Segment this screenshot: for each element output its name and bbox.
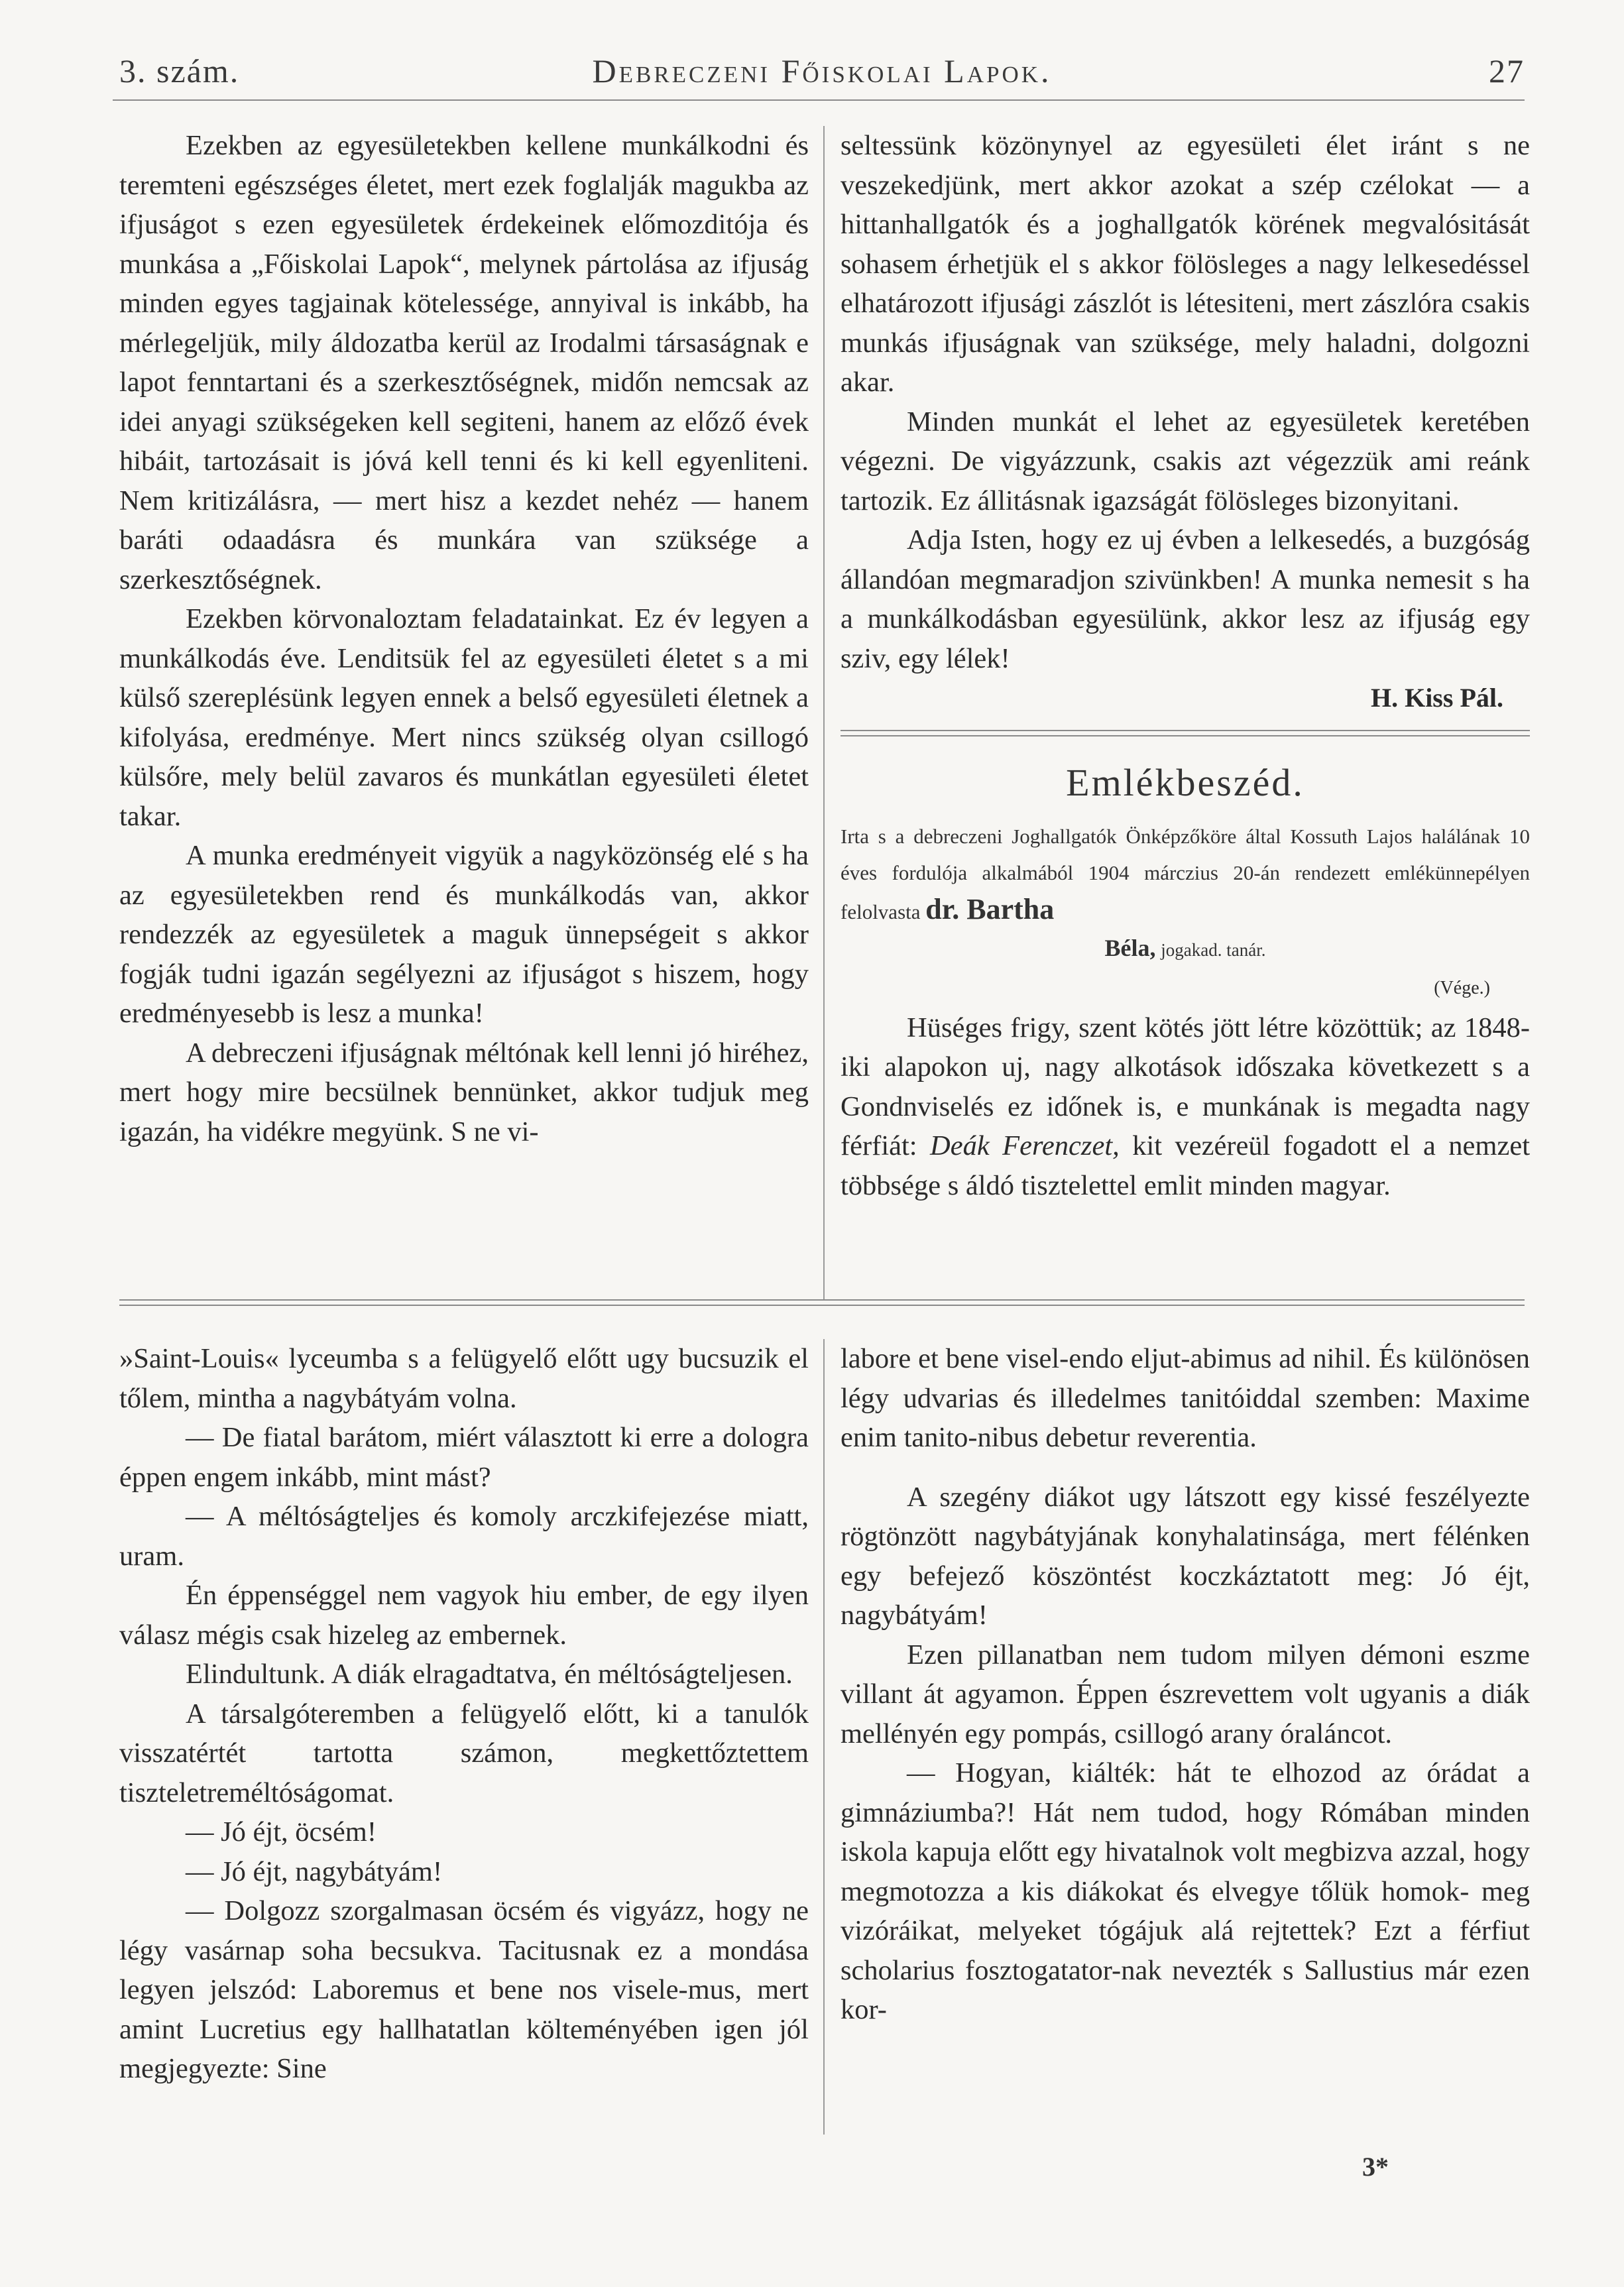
top-left-column — [119, 126, 809, 1151]
paragraph: Minden munkát el lehet az egyesületek keretében végezni. De vigyázzunk, csakis azt végezzük ami reánk tartozik. Ez állitásnak igazságát fölösleges bizonyitani. — [841, 406, 1530, 516]
journal-title: Debreczeni Főiskolai Lapok. — [592, 52, 1052, 89]
bottom-right-column — [841, 1339, 1530, 2030]
paragraph: — Jó éjt, nagybátyám! — [186, 1855, 443, 1887]
paragraph: Elindultunk. A diák elragadtatva, én méltóságteljesen. — [186, 1659, 793, 1690]
speech-highlight-name: Deák Ferenczet, — [930, 1130, 1120, 1161]
paragraph: labore et bene visel-endo eljut-abimus ad nihil. És különösen légy udvarias és illedelmes tanitóiddal szemben: Maxime enim tanito-nibus debetur reverentia. — [841, 1343, 1530, 1453]
column-divider-top — [823, 126, 825, 1299]
paragraph: Én éppenséggel nem vagyok hiu ember, de egy ilyen válasz mégis csak hizeleg az embernek. — [119, 1580, 809, 1651]
column-divider-bottom — [823, 1339, 825, 2135]
paragraph: Ezekben körvonaloztam feladatainkat. Ez év legyen a munkálkodás éve. Lenditsük fel az egyesületi életet s a mi külső szereplésünk legyen ennek a belső egyesületi életnek a kifolyása, eredménye. Mert nincs szükség olyan csillogó külsőre, mely belül zavaros és munkátlan egyesületi életet takar. — [119, 603, 809, 832]
page-number: 27 — [1489, 52, 1525, 89]
author-signature: H. Kiss Pál. — [1370, 683, 1503, 713]
byline-text: Irta s a debreczeni Joghallgatók Önképzőköre által Kossuth Lajos halálának 10 éves fordulója alkalmából 1904 márczius 20-án rendezett emlékünnepélyen felolvasta — [841, 825, 1530, 923]
paragraph: — Dolgozz szorgalmasan öcsém és vigyázz, hogy ne légy vasárnap soha becsukva. Tacitusnak ez a mondása legyen jelszód: Laboremus et bene nos visele-mus, mert amint Lucretius egy hallhatatlan költeményében igen jól megjegyezte: Sine — [119, 1895, 809, 2084]
issue-number: 3. szám. — [119, 52, 240, 89]
section-byline — [841, 818, 1530, 968]
paragraph — [841, 1008, 1530, 1206]
section-divider — [119, 1299, 1525, 1301]
signature-mark: 3* — [1362, 2152, 1389, 2182]
speech-text: Hüséges frigy, szent kötés jött létre közöttük; az 1848-iki alapokon uj, nagy alkotások időszaka következett s a Gondnviselés ez időnek is, e munkának is megadta nagy férfiát: — [841, 1012, 1530, 1161]
bottom-left-column — [119, 1339, 809, 2089]
page-header — [119, 52, 1525, 91]
section-rule — [841, 730, 1530, 731]
byline-author-name: dr. Bartha — [925, 893, 1055, 925]
paragraph: A társalgóteremben a felügyelő előtt, ki a tanulók visszatértét tartotta számon, megkettőztettem tiszteletreméltóságomat. — [119, 1698, 809, 1808]
paragraph: A debreczeni ifjuságnak méltónak kell lenni jó hiréhez, mert hogy mire becsülnek bennünket, akkor tudjuk meg igazán, ha vidékre megyünk. S ne vi- — [119, 1037, 809, 1147]
paragraph: seltessünk közönynyel az egyesületi élet iránt s ne veszekedjünk, mert akkor azokat a szép czélokat — a hittanhallgatók és a joghallgatók körének megvalósitását sohasem érhetjük el s akkor fölösleges a nagy lelkesedéssel elhatározott ifjusági zászlót is létesiteni, mert zászlóra csakis munkás ifjuságnak van szüksége, mely haladni, dolgozni akar. — [841, 130, 1530, 398]
paragraph: A munka eredményeit vigyük a nagyközönség elé s ha az egyesületekben rend és munkálkodás van, akkor rendezzék az egyesületek a maguk ünnepségeit s akkor fogják tudni igazán segélyezni az ifjuságot s hiszem, hogy eredményesebb is lesz a munka! — [119, 840, 809, 1029]
section-rule — [841, 735, 1530, 736]
paragraph: Adja Isten, hogy ez uj évben a lelkesedés, a buzgóság állandóan megmaradjon szivünkben! A munka nemesit s ha a munkálkodásban egyesülünk, akkor lesz az ifjuság egy sziv, egy lélek! — [841, 524, 1530, 674]
section-divider — [119, 1305, 1525, 1306]
top-right-column — [841, 126, 1530, 1205]
paragraph: — Jó éjt, öcsém! — [186, 1816, 377, 1847]
paragraph: — A méltóságteljes és komoly arczkifejezése miatt, uram. — [119, 1501, 809, 1572]
continuation-note: (Vége.) — [1434, 978, 1490, 998]
paragraph: Ezen pillanatban nem tudom milyen démoni eszme villant át agyamon. Éppen észrevettem volt ugyanis a diák mellényén egy pompás, csillogó arany óraláncot. — [841, 1639, 1530, 1749]
section-title: Emlékbeszéd. — [1066, 760, 1305, 804]
paragraph: Ezekben az egyesületekben kellene munkálkodni és teremteni egészséges életet, mert ezek foglalják magukba az ifjuságot s ezen egyesületek érdekeinek előmozditója és munkása a „Főiskolai Lapok“, melynek pártolása az ifjuság minden egyes tagjainak kötelessége, annyival is inkább, ha mérlegeljük, mily áldozatba kerül az Irodalmi társaságnak e lapot fenntartani és a szerkesztőségnek, midőn nemcsak az idei anyagi szükségeken kell segiteni, hanem az előző évek hibáit, tartozásait is jóvá kell tenni és ki kell egyenliteni. Nem kritizálásra, — mert hisz a kezdet nehéz — hanem baráti odaadásra és munkára van szüksége a szerkesztőségnek. — [119, 130, 809, 595]
paragraph: »Saint-Louis« lyceumba s a felügyelő előtt ugy bucsuzik el tőlem, mintha a nagybátyám volna. — [119, 1343, 809, 1414]
paragraph: A szegény diákot ugy látszott egy kissé feszélyezte rögtönzött nagybátyjának konyhalatinsága, mert félénken egy befejező köszöntést koczkáztatott meg: Jó éjt, nagybátyám! — [841, 1481, 1530, 1631]
paragraph: — De fiatal barátom, miért választott ki erre a dologra éppen engem inkább, mint mást? — [119, 1422, 809, 1493]
speech-text-end: kit vezéreül fogadott el a nemzet többsége s áldó tisztelettel emlit minden magyar. — [841, 1130, 1530, 1201]
byline-author-given-name: Béla, — [1104, 935, 1156, 961]
byline-title: jogakad. tanár. — [1161, 940, 1266, 960]
paragraph: — Hogyan, kiálték: hát te elhozod az órádat a gimnáziumba?! Hát nem tudod, hogy Rómában minden iskola kapuja előtt egy hivatalnok volt megbizva azzal, hogy megmotozza a kis diákokat és elvegye tőlük homok- meg vizóráikat, melyeket tógájuk alá rejtettek? Ezt a férfiut scholarius fosztogatator-nak nevezték s Sallustius már ezen kor- — [841, 1757, 1530, 2025]
header-rule — [113, 99, 1525, 101]
